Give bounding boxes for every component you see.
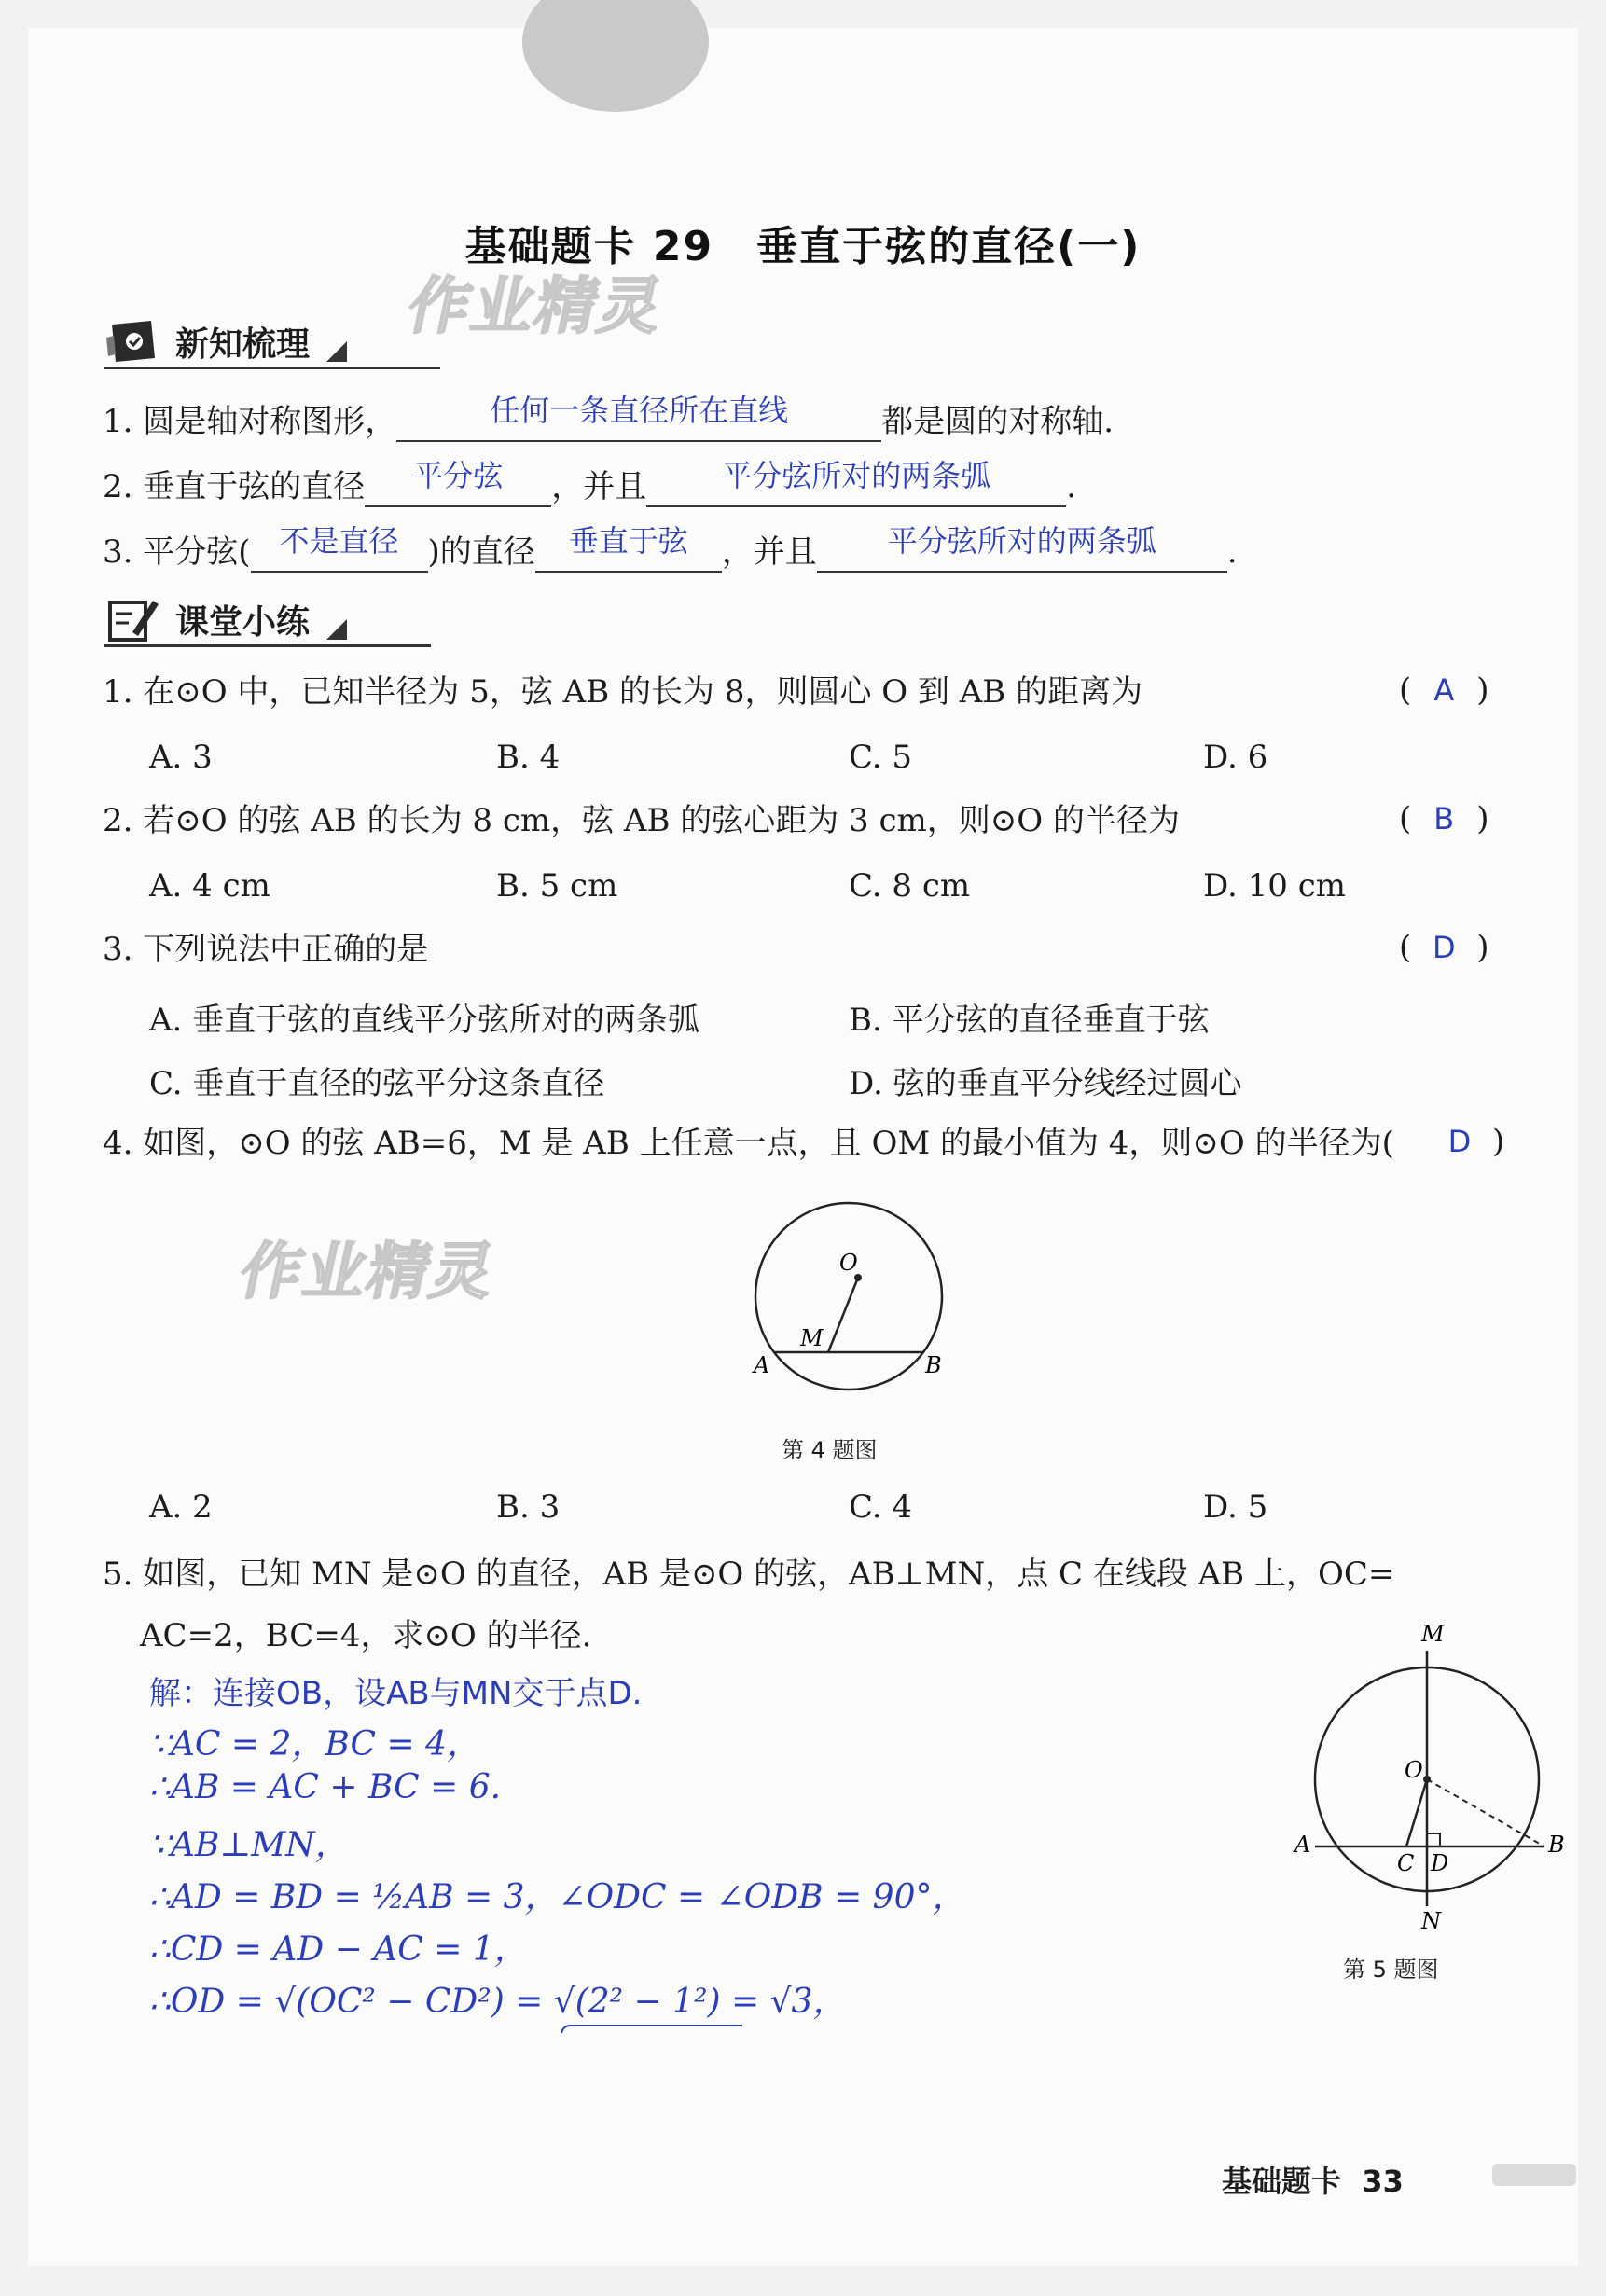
question-1-stem: 1. 在⊙O 中，已知半径为 5，弦 AB 的长为 8，则圆心 O 到 AB 的距离为	[103, 673, 1143, 711]
question-2-stem: 2. 若⊙O 的弦 AB 的长为 8 cm，弦 AB 的弦心距为 3 cm，则⊙O 的半径为	[103, 802, 1180, 839]
option: A. 垂直于弦的直线平分弦所对的两条弧	[149, 1002, 700, 1039]
corner-marker	[326, 341, 347, 362]
option: C. 8 cm	[849, 867, 971, 905]
page-title: 基础题卡 29 垂直于弦的直径(一)	[464, 223, 1142, 270]
question-5-stem: 5. 如图，已知 MN 是⊙O 的直径，AB 是⊙O 的弦，AB⊥MN，点 C 在线段 AB 上，OC=	[103, 1556, 1395, 1593]
solution-line: ∵AC = 2，BC = 4，	[149, 1725, 481, 1763]
section-header-new-knowledge	[104, 313, 440, 369]
solution-line: ∴AD = BD = ½AB = 3，∠ODC = ∠ODB = 90°，	[149, 1878, 966, 1916]
figure-5	[1287, 1613, 1567, 1930]
right-angle-mark	[1427, 1833, 1440, 1846]
segment-om	[828, 1278, 858, 1352]
answer-blank: 任何一条直径所在直线	[396, 403, 881, 442]
option: B. 平分弦的直径垂直于弦	[849, 1002, 1210, 1039]
option: D. 10 cm	[1203, 867, 1347, 905]
segment-ob	[1427, 1779, 1544, 1846]
label-o: O	[1405, 1757, 1423, 1783]
label-b: B	[1548, 1832, 1565, 1858]
question-3-answer: ( D )	[1399, 929, 1489, 966]
question-1-answer: ( A )	[1399, 671, 1489, 709]
figure-4	[718, 1194, 979, 1418]
option: A. 2	[149, 1488, 213, 1526]
question-2-answer: ( B )	[1399, 800, 1489, 837]
question-4-stem: 4. 如图，⊙O 的弦 AB=6，M 是 AB 上任意一点，且 OM 的最小值为 4，则⊙O 的半径为(	[103, 1125, 1394, 1162]
label-d: D	[1431, 1850, 1449, 1876]
option: C. 垂直于直径的弦平分这条直径	[149, 1065, 605, 1102]
pencil-note-icon	[104, 595, 160, 643]
option: C. 5	[849, 739, 913, 776]
question-4-answer: D )	[1447, 1123, 1505, 1160]
label-m: M	[800, 1325, 824, 1351]
label-o: O	[839, 1250, 858, 1276]
answer-blank: 平分弦所对的两条弧	[646, 468, 1066, 507]
segment-oc	[1406, 1779, 1427, 1846]
footer-blur	[1492, 2164, 1576, 2186]
label-n: N	[1421, 1908, 1441, 1930]
notebook-icon	[104, 317, 160, 366]
handwritten-underline	[560, 2024, 746, 2035]
corner-marker	[326, 619, 347, 640]
section-header-classroom	[104, 591, 431, 647]
watermark: 作业精灵	[233, 1236, 503, 1307]
worksheet-page	[28, 28, 1578, 2266]
figure-4-caption: 第 4 题图	[782, 1437, 878, 1463]
knowledge-item-1: 1. 圆是轴对称图形， 任何一条直径所在直线 都是圆的对称轴.	[103, 393, 1115, 440]
option: D. 5	[1203, 1488, 1268, 1526]
option: D. 6	[1203, 739, 1268, 776]
answer-blank: 不是直径	[251, 533, 428, 573]
option: A. 3	[149, 739, 213, 776]
center-point	[1423, 1776, 1431, 1783]
label-c: C	[1397, 1850, 1415, 1876]
answer-blank: 垂直于弦	[535, 533, 722, 573]
figure-5-caption: 第 5 题图	[1343, 1957, 1439, 1983]
knowledge-item-2: 2. 垂直于弦的直径 平分弦 ，并且 平分弦所对的两条弧 .	[103, 458, 1077, 505]
scan-artifact	[522, 0, 709, 112]
answer-blank: 平分弦	[365, 468, 551, 507]
solution-line: ∴CD = AD − AC = 1，	[149, 1930, 528, 1969]
option: C. 4	[849, 1488, 913, 1526]
answer-blank: 平分弦所对的两条弧	[817, 533, 1227, 573]
solution-line: 解：连接OB，设AB与MN交于点D.	[149, 1675, 643, 1712]
footer-label: 基础题卡 33	[1222, 2164, 1404, 2199]
option: D. 弦的垂直平分线经过圆心	[849, 1065, 1242, 1102]
label-m: M	[1421, 1621, 1445, 1647]
option: B. 5 cm	[496, 867, 618, 905]
option: B. 3	[496, 1488, 561, 1526]
knowledge-item-3: 3. 平分弦( 不是直径 )的直径 垂直于弦 ，并且 平分弦所对的两条弧 .	[103, 523, 1238, 571]
watermark: 作业精灵	[401, 270, 671, 342]
question-3-stem: 3. 下列说法中正确的是	[103, 931, 429, 968]
solution-line: ∵AB⊥MN，	[149, 1826, 349, 1864]
label-b: B	[925, 1352, 942, 1378]
circle	[755, 1203, 942, 1390]
label-a: A	[754, 1352, 770, 1378]
question-5-stem-cont: AC=2，BC=4，求⊙O 的半径.	[140, 1617, 592, 1654]
option: A. 4 cm	[149, 867, 270, 905]
section-title: 课堂小练	[175, 602, 311, 642]
label-a: A	[1294, 1832, 1311, 1858]
page-number: 33	[1362, 2164, 1404, 2199]
option: B. 4	[496, 739, 561, 776]
solution-line: ∴AB = AC + BC = 6.	[149, 1768, 502, 1806]
section-title: 新知梳理	[175, 325, 311, 364]
solution-line: ∴OD = √(OC² − CD²) = √(2² − 1²) = √3，	[149, 1983, 847, 2021]
